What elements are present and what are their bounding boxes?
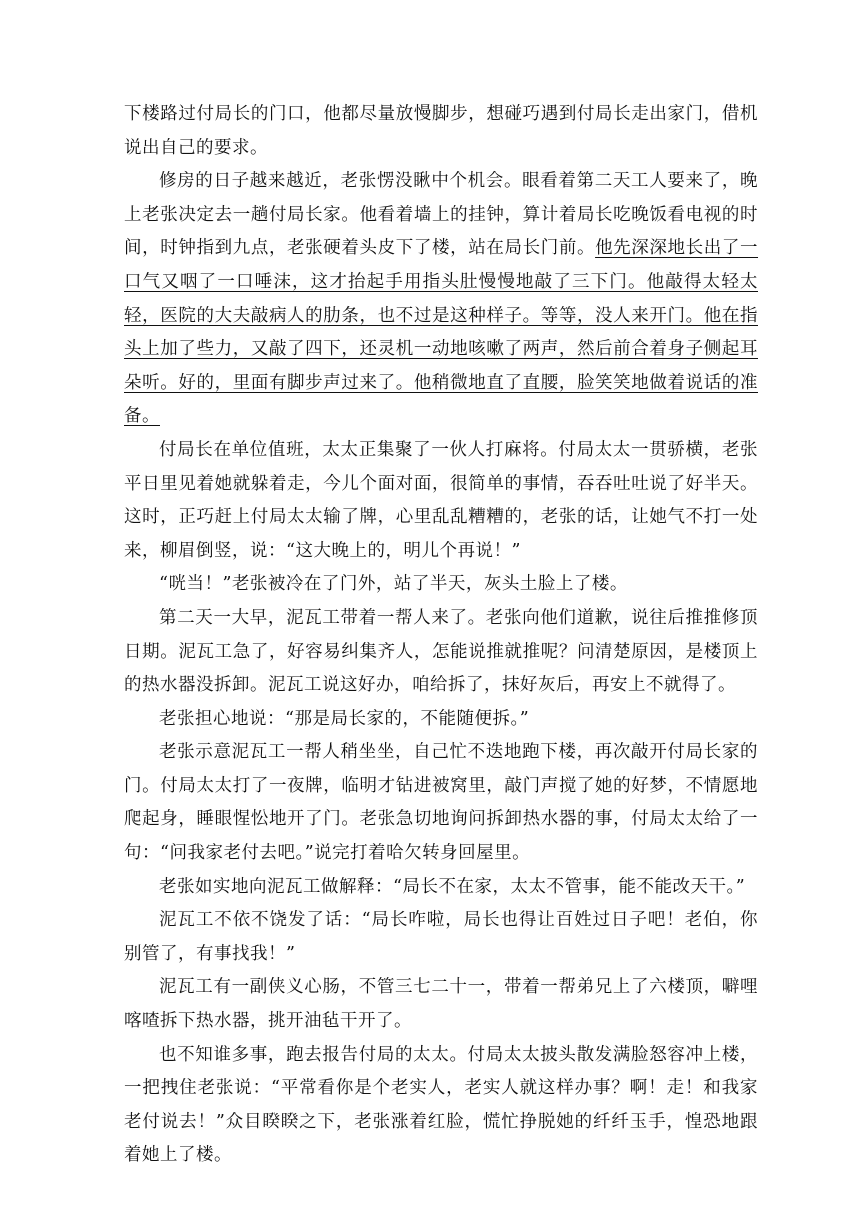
paragraph-8: 老张如实地向泥瓦工做解释：“局长不在家，太太不管事，能不能改天干。” — [159, 876, 746, 897]
paragraph-5: 第二天一大早，泥瓦工带着一帮人来了。老张向他们道歉，说往后推推修顶日期。泥瓦工急了，好容易纠集齐人，怎能说推就推呢？问清楚原因，是楼顶上的热水器没拆卸。泥瓦工说这好办，咱给拆了，抹好灰后，再安上不就得了。 — [124, 607, 758, 696]
paragraph-9: 泥瓦工不依不饶发了话：“局长咋啦，局长也得让百姓过日子吧！老伯，你别管了，有事找我！” — [124, 910, 758, 964]
paragraph-2-text: 修房的日子越来越近，老张愣没瞅中个机会。眼看着第二天工人要来了，晚上老张决定去一趟付局长家。他看着墙上的挂钟，算计着局长吃晚饭看电视的时间，时钟指到九点，老张硬着头皮下了楼，站在局长门前。 — [124, 171, 758, 259]
paragraph-7: 老张示意泥瓦工一帮人稍坐坐，自己忙不迭地跑下楼，再次敲开付局长家的门。付局太太打了一夜牌，临明才钻进被窝里，敲门声搅了她的好梦，不情愿地爬起身，睡眼惺忪地开了门。老张急切地询问拆卸热水器的事，付局太太给了一句：“问我家老付去吧。”说完打着哈欠转身回屋里。 — [124, 742, 758, 864]
paragraph-4: “咣当！”老张被冷在了门外，站了半天，灰头土脸上了楼。 — [159, 574, 628, 595]
paragraph-3: 付局长在单位值班，太太正集聚了一伙人打麻将。付局太太一贯骄横，老张平日里见着她就躲着走，今儿个面对面，很简单的事情，吞吞吐吐说了好半天。这时，正巧赶上付局太太输了牌，心里乱乱糟糟的，老张的话，让她气不打一处来，柳眉倒竖，说：“这大晚上的，明儿个再说！” — [124, 439, 758, 561]
paragraph-6: 老张担心地说：“那是局长家的，不能随便拆。” — [159, 708, 530, 729]
paragraph-10: 泥瓦工有一副侠义心肠，不管三七二十一，带着一帮弟兄上了六楼顶，噼哩喀喳拆下热水器，挑开油毡干开了。 — [124, 977, 758, 1032]
underlined-passage: 他先深深地长出了一口气又咽了一口唾沫，这才抬起手用指头肚慢慢地敲了三下门。他敲得太轻太轻，医院的大夫敲病人的肋条，也不过是这种样子。等等，没人来开门。他在指头上加了些力，又敲了四下，还灵机一动地咳嗽了两声，然后前合着身子侧起耳朵听。好的，里面有脚步声过来了。他稍微地直了直腰，脸笑笑地做着说话的准备。 — [124, 238, 759, 427]
document-body — [124, 98, 758, 1173]
paragraph-1: 下楼路过付局长的门口，他都尽量放慢脚步，想碰巧遇到付局长走出家门，借机说出自己的要求。 — [124, 104, 758, 158]
paragraph-11: 也不知谁多事，跑去报告付局的太太。付局太太披头散发满脸怒容冲上楼，一把拽住老张说：“平常看你是个老实人，老实人就这样办事？啊！走！和我家老付说去！”众目睽睽之下，老张涨着红脸，慌忙挣脱她的纤纤玉手，惶恐地跟着她上了楼。 — [124, 1044, 758, 1166]
paragraph-2 — [124, 165, 758, 434]
